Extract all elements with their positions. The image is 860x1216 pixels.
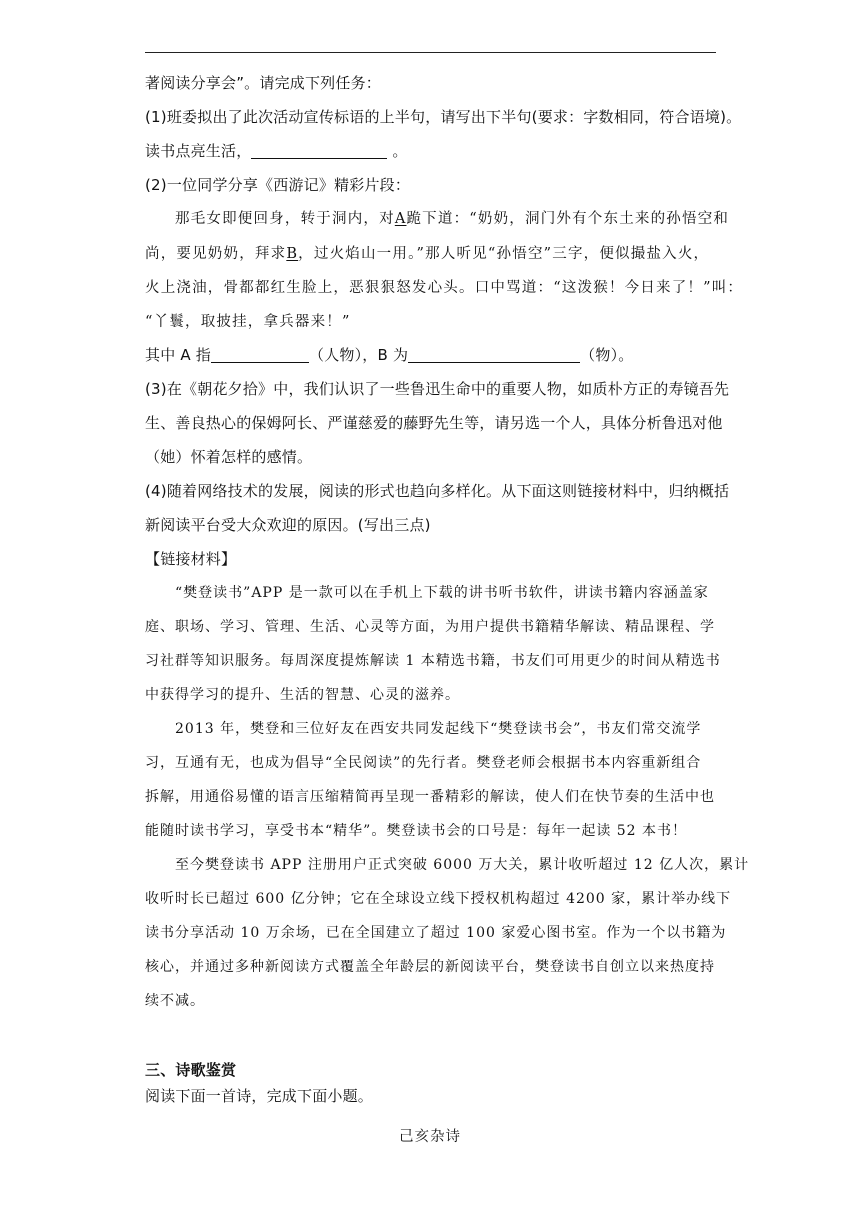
material-text: 能随时读书学习，享受书本“精华”。樊登读书会的口号是：每年一起读 52 本书！ bbox=[145, 823, 688, 839]
question-2: (2)一位同学分享《西游记》精彩片段： bbox=[145, 176, 411, 194]
quote-line: 火上浇油，骨都都红生脸上，恶狠狠怒发心头。口中骂道：“这泼猴！今日来了！”叫： bbox=[145, 280, 744, 296]
material-text: 庭、职场、学习、管理、生活、心灵等方面，为用户提供书籍精华解读、精品课程、学 bbox=[145, 619, 715, 635]
question-3: (3)在《朝花夕拾》中，我们认识了一些鲁迅生命中的重要人物，如质朴方正的寿镜吾先 bbox=[145, 380, 730, 398]
material-text: 收听时长已超过 600 亿分钟；它在全球设立线下授权机构超过 4200 家，累计举办线下 bbox=[145, 891, 732, 907]
answer-blank-b[interactable] bbox=[408, 346, 580, 363]
text-line: 著阅读分享会”。请完成下列任务： bbox=[145, 74, 381, 92]
material-text: 中获得学习的提升、生活的智慧、心灵的滋养。 bbox=[145, 687, 460, 703]
question-4: 新阅读平台受大众欢迎的原因。(写出三点) bbox=[145, 516, 431, 534]
section-intro: 阅读下面一首诗，完成下面小题。 bbox=[145, 1087, 374, 1105]
material-text: 拆解，用通俗易懂的语言压缩精简再呈现一番精彩的解读，使人们在快节奏的生活中也 bbox=[145, 789, 715, 805]
material-text: 续不减。 bbox=[145, 993, 205, 1009]
material-text: “樊登读书”APP 是一款可以在手机上下载的讲书听书软件，讲读书籍内容涵盖家 bbox=[175, 585, 709, 601]
material-text: 读书分享活动 10 万余场，已在全国建立了超过 100 家爱心图书室。作为一个以书籍为 bbox=[145, 925, 727, 941]
material-text: 习社群等知识服务。每周深度提炼解读 1 本精选书籍，书友们可用更少的时间从精选书 bbox=[145, 653, 721, 669]
question-3: 生、善良热心的保姆阿长、严谨慈爱的藤野先生等，请另选一个人，具体分析鲁迅对他 bbox=[145, 414, 723, 432]
poem-title: 己亥杂诗 bbox=[399, 1129, 461, 1145]
section-title: 三、诗歌鉴赏 bbox=[145, 1061, 237, 1079]
header-rule bbox=[145, 52, 716, 53]
material-text: 2013 年，樊登和三位好友在西安共同发起线下“樊登读书会”，书友们常交流学 bbox=[175, 721, 702, 737]
question-3: （她）怀着怎样的感情。 bbox=[145, 448, 313, 466]
material-text: 习，互通有无，也成为倡导“全民阅读”的先行者。樊登老师会根据书本内容重新组合 bbox=[145, 755, 702, 771]
marker-b: B bbox=[286, 246, 299, 262]
question-1: (1)班委拟出了此次活动宣传标语的上半句，请写出下半句(要求：字数相同，符合语境)。 bbox=[145, 108, 742, 126]
material-text: 核心，并通过多种新阅读方式覆盖全年龄层的新阅读平台，樊登读书自创立以来热度持 bbox=[145, 959, 715, 975]
material-heading: 【链接材料】 bbox=[145, 550, 237, 568]
question-2-answer-line: 其中 A 指 （人物），B 为 （物）。 bbox=[145, 346, 634, 364]
marker-a: A bbox=[394, 211, 407, 227]
punctuation: 。 bbox=[392, 142, 408, 160]
slogan-first-half: 读书点亮生活， bbox=[145, 142, 252, 160]
slogan-answer-blank[interactable] bbox=[251, 142, 387, 159]
quote-line: “丫鬟，取披挂，拿兵器来！” bbox=[145, 314, 351, 330]
question-4: (4)随着网络技术的发展，阅读的形式也趋向多样化。从下面这则链接材料中，归纳概括 bbox=[145, 482, 730, 500]
quote-line: 那毛女即便回身，转于洞内，对A跪下道：“奶奶，洞门外有个东土来的孙悟空和 bbox=[175, 211, 730, 227]
quote-line: 尚，要见奶奶，拜求B，过火焰山一用。”那人听见“孙悟空”三字，便似撮盐入火， bbox=[145, 246, 710, 262]
material-text: 至今樊登读书 APP 注册用户正式突破 6000 万大关，累计收听超过 12 亿人次，累计 bbox=[175, 857, 750, 873]
answer-blank-a[interactable] bbox=[211, 346, 309, 363]
question-1-answer-line bbox=[145, 141, 725, 161]
